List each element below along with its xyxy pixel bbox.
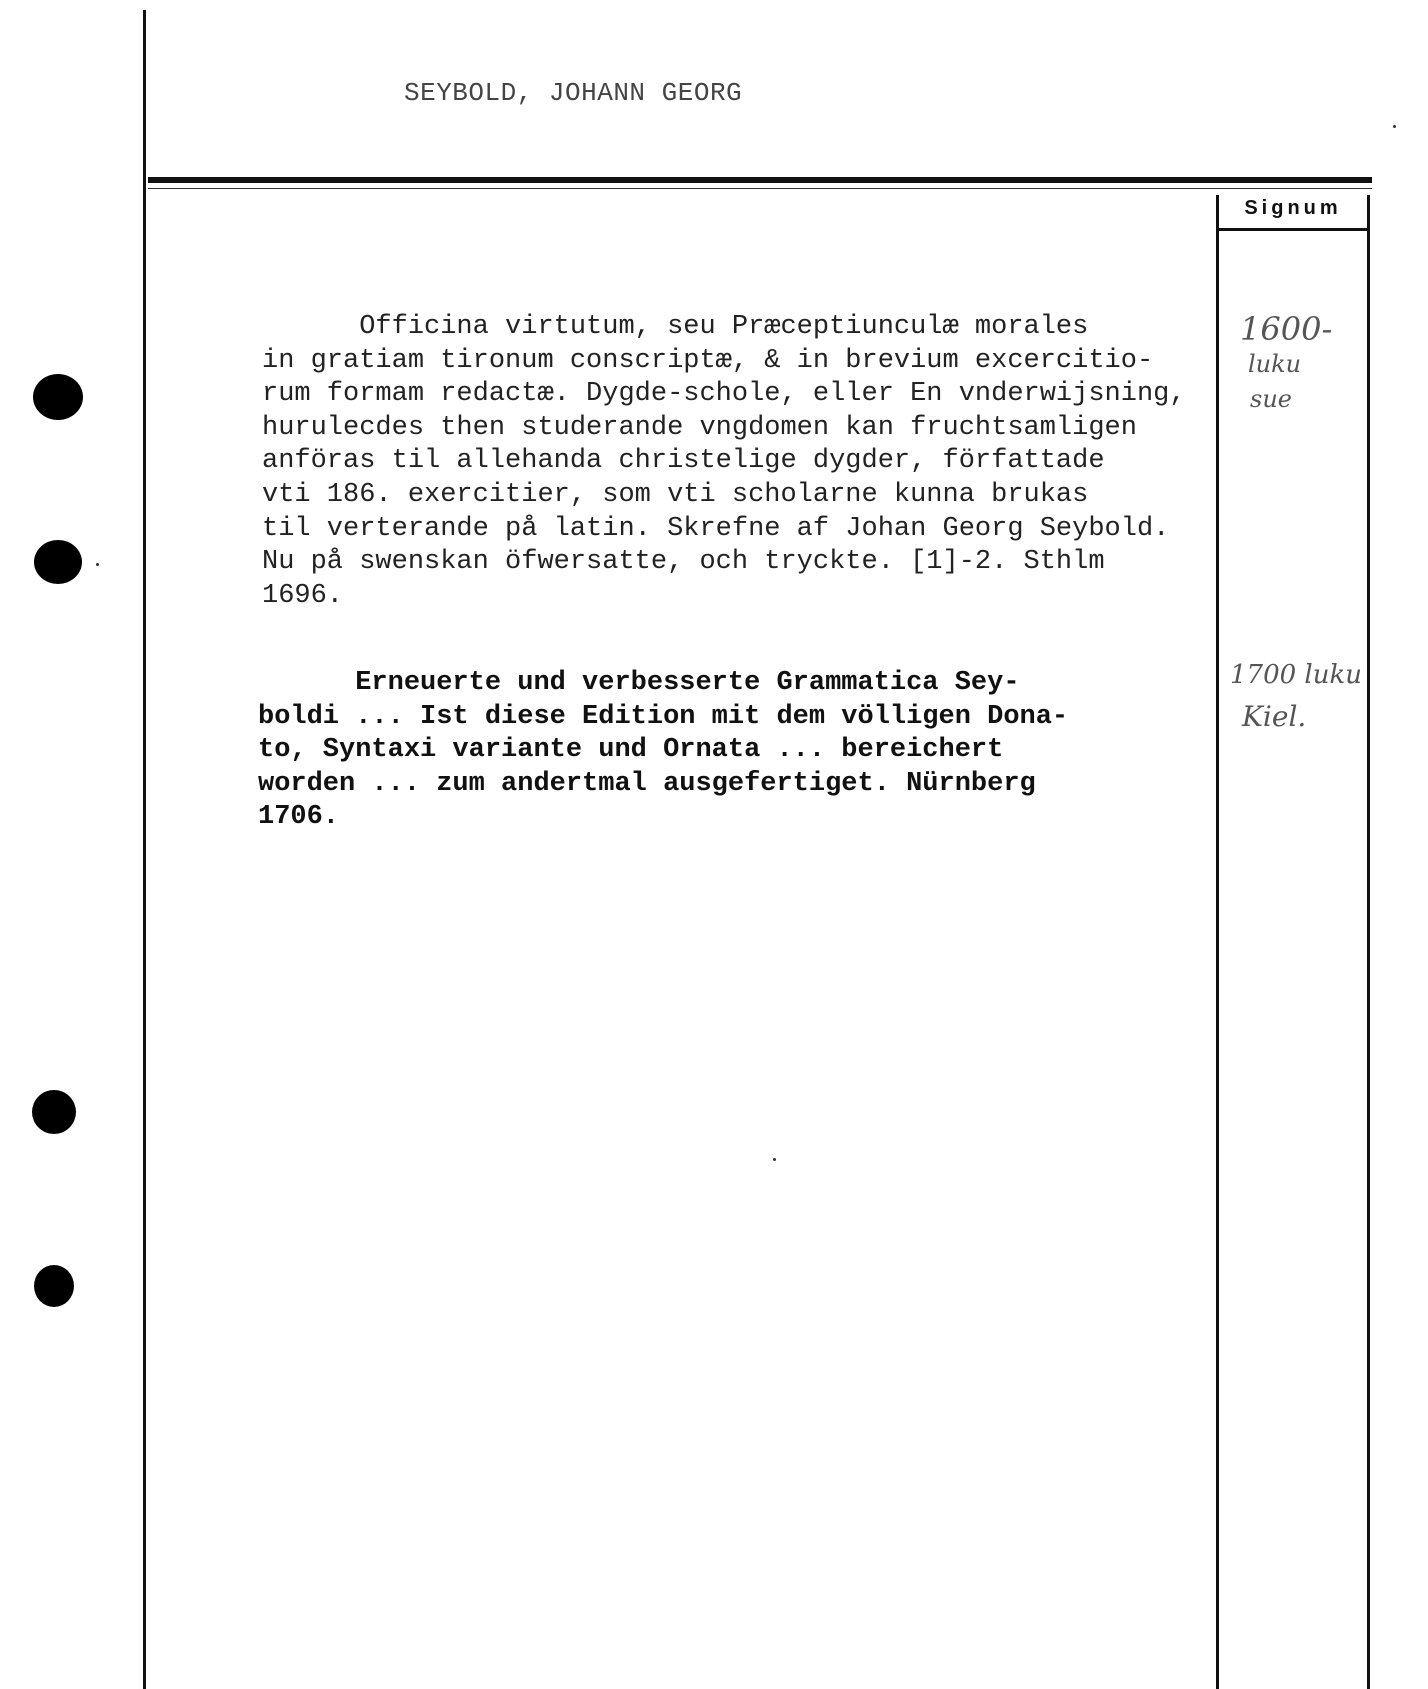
entry-line: anföras til allehanda christelige dygder, författade: [262, 446, 1105, 477]
punch-hole: [34, 540, 82, 584]
entry-line: til verterande på latin. Skrefne af Johan Georg Seybold.: [262, 513, 1170, 544]
entry-line: worden ... zum andertmal ausgefertiget. Nürnberg: [258, 768, 1036, 799]
speck: [1393, 125, 1396, 128]
signum-handwritten: Kiel.: [1242, 700, 1307, 733]
signum-header-rule: [1219, 228, 1367, 231]
header-rule-thick: [148, 177, 1372, 183]
catalog-entry-1: [262, 311, 1186, 613]
left-margin-rule: [143, 10, 146, 1689]
author-heading: SEYBOLD, JOHANN GEORG: [404, 78, 743, 108]
header-rule-thin: [148, 188, 1372, 189]
entry-line: Nu på swenskan öfwersatte, och tryckte. [1]-2. Sthlm: [262, 547, 1105, 578]
signum-handwritten: 1700 luku: [1230, 660, 1362, 690]
speck: [773, 1158, 776, 1161]
signum-handwritten: 1600-: [1240, 310, 1333, 348]
speck: [96, 563, 99, 566]
signum-handwritten: luku: [1248, 350, 1302, 378]
entry-line: hurulecdes then studerande vngdomen kan fruchtsamligen: [262, 412, 1137, 443]
punch-hole: [32, 1090, 76, 1134]
signum-column-left-rule: [1216, 195, 1219, 1689]
entry-line: 1696.: [262, 580, 344, 611]
entry-line: to, Syntaxi variante und Ornata ... bereichert: [258, 735, 1004, 766]
entry-line: 1706.: [258, 802, 340, 833]
entry-line: rum formam redactæ. Dygde-schole, eller En vnderwijsning,: [262, 379, 1186, 410]
entry-line: in gratiam tironum conscriptæ, & in brevium excercitio-: [262, 345, 1154, 376]
punch-hole: [33, 374, 83, 420]
entry-line: vti 186. exercitier, som vti scholarne kunna brukas: [262, 479, 1089, 510]
entry-line: boldi ... Ist diese Edition mit dem völligen Dona-: [258, 701, 1069, 732]
signum-handwritten: sue: [1250, 385, 1292, 413]
signum-label: Signum: [1244, 197, 1342, 219]
entry-line: Officina virtutum, seu Præceptiunculæ morales: [262, 312, 1089, 342]
catalog-entry-2: [258, 667, 1068, 835]
punch-hole: [34, 1265, 74, 1307]
signum-column-right-rule: [1367, 195, 1370, 1689]
entry-line: Erneuerte und verbesserte Grammatica Sey-: [258, 668, 1020, 698]
